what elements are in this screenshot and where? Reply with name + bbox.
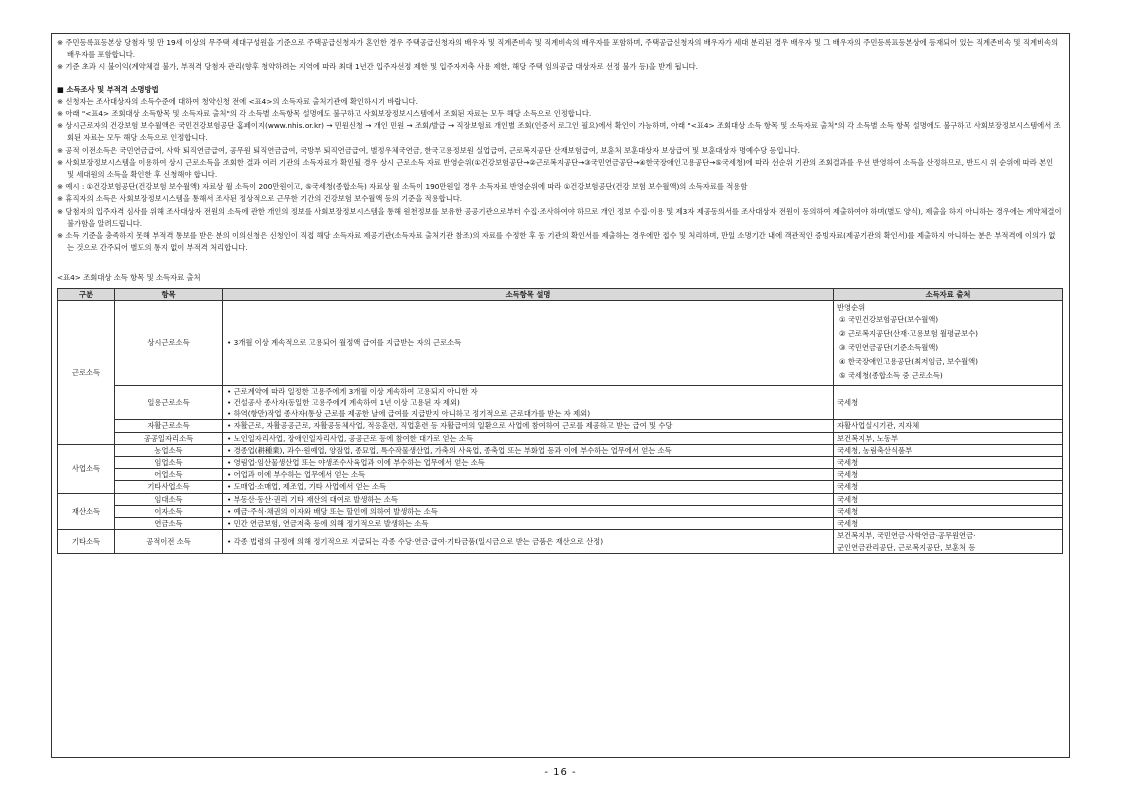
- note: ※ 예시 : ①건강보험공단(건강보험 보수월액) 자료상 월 소득이 200만원이고, ⑤국세청(종합소득) 자료상 월 소득이 190만원일 경우 소득자료 반영순위에 따라 ①건강보험공단(건강 보험 보수월액)의 소득자료를 적용함: [57, 182, 748, 192]
- table-row: [58, 481, 1063, 493]
- note-top-1: ※ 주민등록표등본상 당첨자 및 만 19세 이상의 무주택 세대구성원을 기준으로 주택공급신청자가 혼인한 경우 주택공급신청자의 배우자 및 직계존비속 및 직계비속의 배우자를 포함하며, 주택공급신청자의 배우자가 세대 분리된 경우 배우자 및 그 배우자의 주민등록표등본상에 등재되어 있는 직계존비속 및 직계비속의 배우자를 포함합니다.: [57, 38, 1059, 60]
- table-row: [58, 457, 1063, 469]
- group-labor: 근로소득: [58, 300, 115, 444]
- desc-line: • 민간 연금보험, 연금저축 등에 의해 정기적으로 발생하는 소득: [227, 519, 429, 529]
- table-row: [58, 530, 1063, 553]
- row-source: 국세청: [834, 385, 1063, 420]
- row-source: [834, 530, 1063, 553]
- note: ※ 당첨자의 입주자격 심사를 위해 조사대상자 전원의 소득에 관한 개인의 정보를 사회보장정보시스템을 통해 원천정보를 보유한 공공기관으로부터 수집·조사하여야 하므로 개인 정보 수집·이용 및 제3자 제공동의서를 조사대상자 전원이 동의하여 제출하여야 하며(별도 양식), 제출을 하지 아니하는 경우에는 계약체결이 불가함을 알려드립니다.: [57, 206, 1062, 228]
- source-line: ④ 한국장애인고용공단(최저임금, 보수월액): [839, 357, 979, 367]
- table-caption: <표4> 조회대상 소득 항목 및 소득자료 출처: [57, 273, 201, 283]
- source-line: ① 국민건강보험공단(보수월액): [839, 315, 939, 325]
- row-source: 자활사업실시기관, 지자체: [834, 420, 1063, 432]
- desc-line: • 예금·주식·채권의 이자와 배당 또는 할인에 의하여 발생하는 소득: [227, 506, 438, 516]
- row-item: 공공일자리소득: [115, 432, 223, 444]
- desc-line: • 건설공사 종사자(동일한 고용주에게 계속하여 1년 이상 고용된 자 제외): [227, 398, 460, 408]
- page-number: - 16 -: [544, 767, 577, 778]
- header-category: 구분: [58, 288, 115, 300]
- row-source: 국세청: [834, 457, 1063, 469]
- desc-line: • 도매업·소매업, 제조업, 기타 사업에서 얻는 소득: [227, 482, 387, 492]
- row-description: [223, 385, 834, 420]
- desc-line: • 자활근로, 자활공공근로, 자활공동체사업, 적응훈련, 직업훈련 등 자활급여의 일환으로 사업에 참여하여 근로를 제공하고 받는 급여 및 수당: [227, 421, 673, 431]
- desc-line: • 부동산·동산·권리 기타 재산의 대여로 발생하는 소득: [227, 494, 398, 504]
- row-source: 국세청, 농림축산식품부: [834, 444, 1063, 456]
- group-other: 기타소득: [58, 530, 115, 553]
- row-item: 공적이전 소득: [115, 530, 223, 553]
- row-item: 어업소득: [115, 469, 223, 481]
- group-business: 사업소득: [58, 444, 115, 493]
- row-description: [223, 505, 834, 517]
- desc-line: • 경종업(耕種業), 과수·원예업, 양잠업, 종묘업, 특수작물생산업, 가축의 사육업, 종축업 또는 부화업 등과 이에 부수하는 업무에서 얻는 소득: [227, 445, 672, 455]
- row-source: [834, 300, 1063, 385]
- source-line: ⑤ 국세청(종합소득 중 근로소득): [839, 371, 943, 381]
- row-source: 국세청: [834, 493, 1063, 505]
- table-row: [58, 518, 1063, 530]
- row-item: 농업소득: [115, 444, 223, 456]
- row-description: [223, 444, 834, 456]
- table-row: [58, 432, 1063, 444]
- row-description: [223, 300, 834, 385]
- table-row: [58, 469, 1063, 481]
- header-item: 항목: [115, 288, 223, 300]
- note: ※ 소득 기준을 충족하지 못해 부적격 통보를 받은 분의 이의신청은 신청인이 직접 해당 소득자료 제공기관(소득자료 출처기관 참조)의 자료를 수정한 후 동 기관의 확인서를 제출하는 경우에만 접수 및 처리하며, 만일 소명기간 내에 객관적인 증빙자료(제공기관의 확인서)를 제출하지 아니하는 분은 부적격에 이의가 없는 것으로 간주되어 별도의 통지 없이 부적격 처리합니다.: [57, 231, 1056, 253]
- note: ※ 상시근로자의 건강보험 보수월액은 국민건강보험공단 홈페이지(www.nhis.or.kr) → 민원신청 → 개인 민원 → 조회/발급 → 직장보험료 개인별 조회(인증서 로그인 필요)에서 확인이 가능하며, 아래 "<표4> 조회대상 소득 항목 및 소득자료 출처"의 각 소득별 소득 항목 설명에도 불구하고 사회보장정보시스템에서 조회된 자료는 모두 해당 소득으로 인정합니다.: [57, 121, 1061, 143]
- note: ※ 아래 "<표4> 조회대상 소득항목 및 소득자료 출처"의 각 소득별 소득항목 설명에도 불구하고 사회보장정보시스템에서 조회된 자료는 모두 해당 소득으로 인정합니다.: [57, 109, 592, 119]
- note: ※ 사회보장정보시스템을 이용하여 상시 근로소득을 조회한 결과 여러 기관의 소득자료가 확인될 경우 상시 근로소득 자료 반영순위(①건강보험공단→②근로복지공단→③국민연금공단→④한국장애인고용공단→⑤국세청)에 따라 선순위 기관의 조회결과를 우선 반영하여 소득을 산정하므로, 반드시 위 순위에 따라 본인 및 세대원의 소득을 확인한 후 신청해야 합니다.: [57, 157, 1054, 180]
- table-row: [58, 385, 1063, 420]
- table-row: [58, 493, 1063, 505]
- desc-line: • 어업과 이에 부수하는 업무에서 얻는 소득: [227, 470, 366, 480]
- header-source: 소득자료 출처: [834, 288, 1063, 300]
- desc-line: • 영림업·임산물생산업 또는 야생조수사육업과 이에 부수하는 업무에서 얻는 소득: [227, 458, 485, 468]
- row-description: [223, 481, 834, 493]
- note: ※ 휴직자의 소득은 사회보장정보시스템을 통해서 조사된 정상적으로 근무한 기간의 건강보험 보수월액 등의 기준을 적용합니다.: [57, 194, 463, 204]
- header-description: 소득항목 설명: [223, 288, 834, 300]
- source-line: 군인연금관리공단, 근로복지공단, 보훈처 등: [837, 542, 976, 552]
- row-description: [223, 518, 834, 530]
- row-item: 임업소득: [115, 457, 223, 469]
- row-source: 보건복지부, 노동부: [834, 432, 1063, 444]
- row-source: 국세청: [834, 469, 1063, 481]
- income-table: [57, 288, 1063, 554]
- note-top-2: ※ 기준 초과 시 불이익(계약체결 불가, 부적격 당첨자 관리(향후 청약하려는 지역에 따라 최대 1년간 입주자선정 제한 및 입주자저축 사용 제한, 해당 주택 임의공급 대상자로 선정 불가 등)을 받게 됩니다.: [57, 62, 698, 72]
- table-row: [58, 420, 1063, 432]
- row-item: 임대소득: [115, 493, 223, 505]
- row-item: 연금소득: [115, 518, 223, 530]
- table-row: [58, 300, 1063, 385]
- source-line: 반영순위: [837, 303, 866, 313]
- source-line: ③ 국민연금공단(기준소득월액): [839, 343, 939, 353]
- desc-line: • 3개월 이상 계속적으로 고용되어 월정액 급여를 지급받는 자의 근로소득: [227, 338, 462, 348]
- source-line: ② 근로복지공단(산재·고용보험 월평균보수): [839, 329, 979, 339]
- table-row: [58, 444, 1063, 456]
- group-property: 재산소득: [58, 493, 115, 530]
- note: ※ 신청자는 조사대상자의 소득수준에 대하여 청약신청 전에 <표4>의 소득자료 출처기관에 확인하시기 바랍니다.: [57, 96, 418, 106]
- row-source: 국세청: [834, 505, 1063, 517]
- row-item: 상시근로소득: [115, 300, 223, 385]
- note: ※ 공적 이전소득은 국민연금급여, 사학 퇴직연금급여, 공무원 퇴직연금급여, 국방부 퇴직연금급여, 별정우체국연금, 한국고용정보원 실업급여, 근로복지공단 산재보험급여, 보훈처 보훈대상자 보상급여 및 보훈대상자 명예수당 등입니다.: [57, 145, 801, 155]
- desc-line: • 노인일자리사업, 장애인일자리사업, 공공근로 등에 참여한 대가로 얻는 소득: [227, 433, 474, 443]
- row-description: [223, 457, 834, 469]
- section-title: ■ 소득조사 및 부적격 소명방법: [57, 84, 159, 94]
- row-description: [223, 530, 834, 553]
- desc-line: • 근로계약에 따라 일정한 고용주에게 3개월 이상 계속하여 고용되지 아니한 자: [227, 386, 478, 396]
- row-source: 국세청: [834, 481, 1063, 493]
- table-row: [58, 505, 1063, 517]
- source-line: 보건복지부, 국민연금·사학연금·공무원연금·: [837, 531, 976, 541]
- row-description: [223, 493, 834, 505]
- row-description: [223, 432, 834, 444]
- table-header-row: [58, 288, 1063, 300]
- row-item: 일용근로소득: [115, 385, 223, 420]
- document-body: [57, 37, 1062, 554]
- desc-line: • 하역(항만)작업 종사자(통상 근로를 제공한 날에 급여를 지급받지 아니하고 정기적으로 근로대가를 받는 자 제외): [227, 409, 591, 419]
- row-item: 이자소득: [115, 505, 223, 517]
- row-description: [223, 469, 834, 481]
- row-source: 국세청: [834, 518, 1063, 530]
- row-item: 자활근로소득: [115, 420, 223, 432]
- row-description: [223, 420, 834, 432]
- row-item: 기타사업소득: [115, 481, 223, 493]
- desc-line: • 각종 법령의 규정에 의해 정기적으로 지급되는 각종 수당·연금·급여·기타금품(일시금으로 받는 금품은 재산으로 산정): [227, 536, 604, 546]
